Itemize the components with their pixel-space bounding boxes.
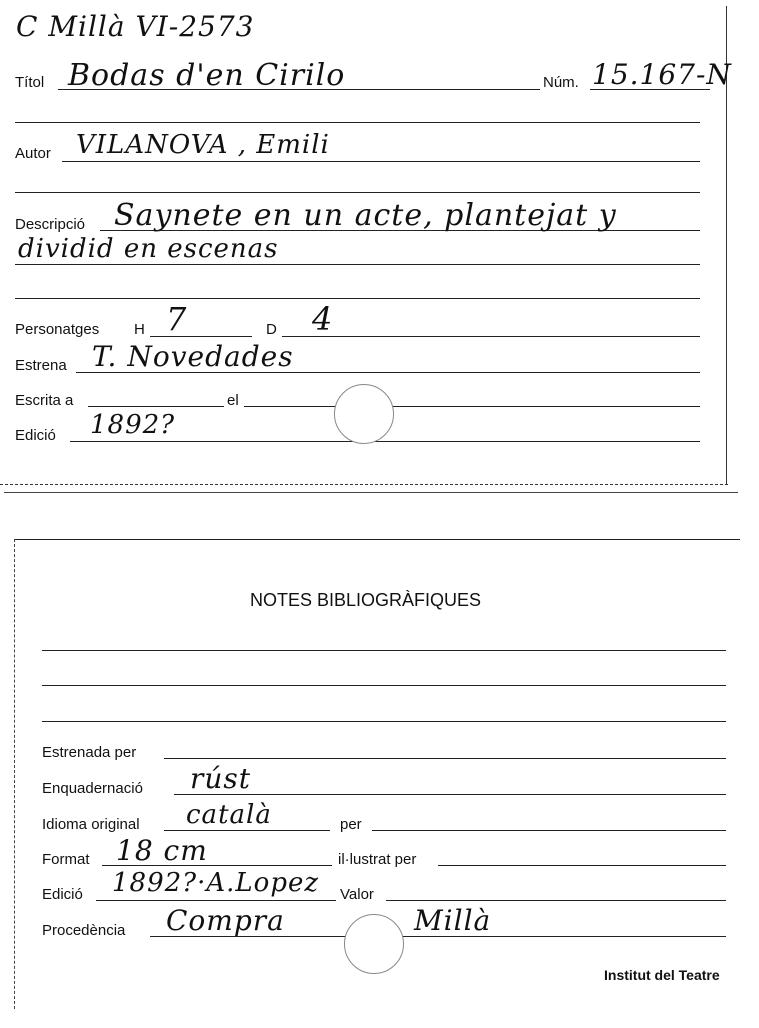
- notes-title: NOTES BIBLIOGRÀFIQUES: [250, 590, 482, 610]
- card-1-rule-1: [15, 122, 700, 123]
- format-value: 18 cm: [116, 834, 208, 867]
- num-value: 15.167-N: [592, 58, 732, 91]
- autor-line: [62, 161, 700, 162]
- card2-edicio-label: Edició: [42, 886, 83, 903]
- notes-rule-2: [42, 685, 726, 686]
- escrita-label: Escrita a: [15, 392, 74, 409]
- num-label: Núm.: [543, 74, 579, 91]
- card-2-left-border: [14, 539, 15, 1009]
- autor-label: Autor: [15, 145, 51, 162]
- estrena-label: Estrena: [15, 357, 67, 374]
- idioma-label: Idioma original: [42, 816, 140, 833]
- descripcio-line-2: [15, 264, 700, 265]
- card-1-punch-hole: [334, 384, 394, 444]
- personatges-d-value: 4: [312, 300, 334, 338]
- estrenada-line: [164, 758, 726, 759]
- card-1-header-handwritten: C Millà VI-2573: [16, 10, 255, 43]
- enquadernacio-line: [174, 794, 726, 795]
- format-label: Format: [42, 851, 90, 868]
- card2-edicio-value: 1892?·A.Lopez: [112, 868, 320, 898]
- personatges-h-label: H: [134, 321, 145, 338]
- escrita-line: [88, 406, 224, 407]
- titol-value: Bodas d'en Cirilo: [68, 58, 346, 93]
- escrita-el-label: el: [227, 392, 239, 409]
- estrenada-label: Estrenada per: [42, 744, 137, 761]
- descripcio-label: Descripció: [15, 216, 86, 233]
- valor-label: Valor: [340, 886, 374, 903]
- personatges-h-value: 7: [166, 300, 188, 338]
- format-il-line: [438, 865, 726, 866]
- card-2-punch-hole: [344, 914, 404, 974]
- procedencia-value: Compra: [166, 904, 285, 937]
- personatges-label: Personatges: [15, 321, 100, 338]
- edicio-line: [70, 441, 700, 442]
- enquadernacio-value: rúst: [190, 762, 252, 795]
- autor-value: VILANOVA , Emili: [76, 130, 330, 160]
- card2-edicio-line: [96, 900, 336, 901]
- card-1-bottom-border-2: [4, 492, 738, 493]
- personatges-d-label: D: [266, 321, 277, 338]
- edicio-label: Edició: [15, 427, 56, 444]
- institution-footer: Institut del Teatre: [604, 967, 720, 983]
- idioma-line: [164, 830, 330, 831]
- notes-rule-3: [42, 721, 726, 722]
- idioma-value: català: [186, 800, 272, 830]
- idioma-per-line: [372, 830, 726, 831]
- card-1-rule-3: [15, 298, 700, 299]
- estrena-value: T. Novedades: [92, 340, 294, 373]
- procedencia-value-2: Millà: [414, 904, 492, 937]
- procedencia-label: Procedència: [42, 922, 126, 939]
- enquadernacio-label: Enquadernació: [42, 780, 143, 797]
- card-1-bottom-border: [0, 484, 728, 485]
- edicio-value: 1892?: [90, 410, 176, 440]
- descripcio-value-1: Saynete en un acte, plantejat y: [114, 198, 617, 233]
- escrita-el-line: [244, 406, 700, 407]
- valor-line: [386, 900, 726, 901]
- notes-rule-1: [42, 650, 726, 651]
- idioma-per-label: per: [340, 816, 362, 833]
- format-il-label: il·lustrat per: [338, 851, 417, 868]
- titol-label: Títol: [15, 74, 45, 91]
- card-2-top-border: [14, 539, 740, 540]
- descripcio-value-2: dividid en escenas: [18, 234, 279, 264]
- card-1-rule-2: [15, 192, 700, 193]
- personatges-d-line: [282, 336, 700, 337]
